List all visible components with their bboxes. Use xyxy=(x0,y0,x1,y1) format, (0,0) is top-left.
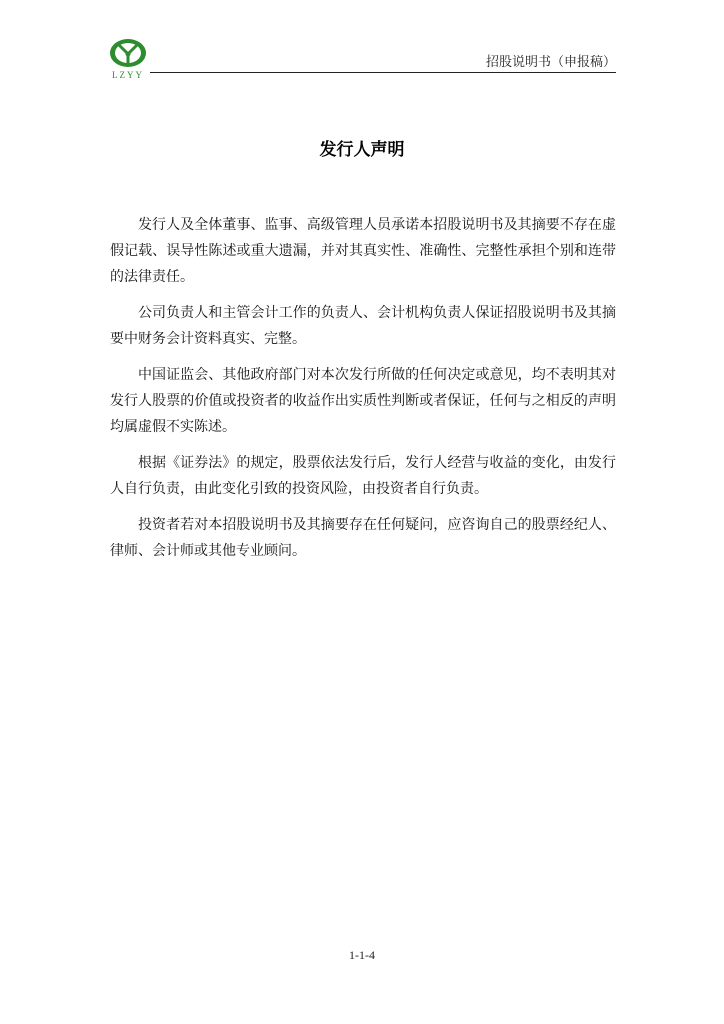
paragraph: 根据《证券法》的规定，股票依法发行后，发行人经营与收益的变化，由发行人自行负责，由此变化引致的投资风险，由投资者自行负责。 xyxy=(110,455,616,497)
header-document-title: 招股说明书（申报稿） xyxy=(485,55,616,70)
logo-icon xyxy=(108,38,148,70)
header-divider xyxy=(150,72,616,73)
paragraph: 发行人及全体董事、监事、高级管理人员承诺本招股说明书及其摘要不存在虚假记载、误导性陈述或重大遗漏，并对其真实性、准确性、完整性承担个别和连带的法律责任。 xyxy=(110,217,616,285)
page-title: 发行人声明 xyxy=(319,140,405,160)
paragraph: 中国证监会、其他政府部门对本次发行所做的任何决定或意见，均不表明其对发行人股票的价值或投资者的收益作出实质性判断或者保证，任何与之相反的声明均属虚假不实陈述。 xyxy=(110,367,616,435)
paragraph: 投资者若对本招股说明书及其摘要存在任何疑问，应咨询自己的股票经纪人、律师、会计师或其他专业顾问。 xyxy=(110,517,616,559)
page-number: 1-1-4 xyxy=(349,948,375,962)
paragraph: 公司负责人和主管会计工作的负责人、会计机构负责人保证招股说明书及其摘要中财务会计资料真实、完整。 xyxy=(110,305,616,347)
logo-text: LZYY xyxy=(112,70,144,80)
declaration-body xyxy=(110,212,616,574)
company-logo xyxy=(108,38,148,82)
